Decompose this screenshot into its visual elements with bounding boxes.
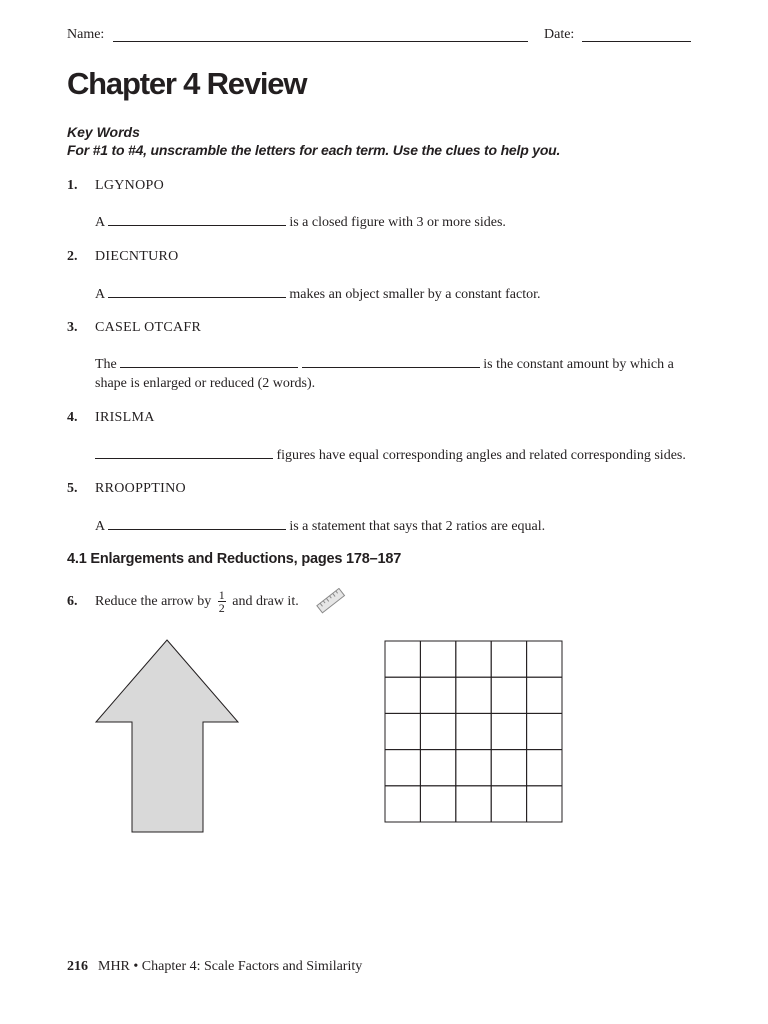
sentence-start: The (95, 357, 117, 372)
date-label: Date: (544, 27, 575, 42)
question-sentence (95, 213, 715, 232)
footer (67, 959, 362, 975)
section-heading: 4.1 Enlargements and Reductions, pages 178–187 (67, 551, 402, 567)
arrow-shape (94, 639, 240, 835)
grid-cell[interactable] (491, 677, 526, 713)
grid-cell[interactable] (491, 713, 526, 749)
question-number: 3. (67, 320, 78, 335)
footer-text: MHR • Chapter 4: Scale Factors and Similarity (98, 959, 363, 974)
scrambled-word: RROOPPTINO (95, 481, 186, 496)
scrambled-word: CASEL OTCAFR (95, 320, 202, 335)
grid-cell[interactable] (456, 677, 491, 713)
answer-blank[interactable] (108, 213, 286, 226)
sentence-start: A (95, 519, 105, 534)
question-number: 4. (67, 410, 78, 425)
sentence-end: is the constant amount by which a (483, 357, 674, 372)
key-words-heading: Key Words (67, 124, 140, 140)
grid-cell[interactable] (456, 713, 491, 749)
grid-cell[interactable] (527, 677, 562, 713)
grid-cell[interactable] (527, 641, 562, 677)
grid-cell[interactable] (456, 641, 491, 677)
grid-cell[interactable] (491, 786, 526, 822)
answer-blank-word-1[interactable] (120, 355, 298, 368)
sentence-end: is a closed figure with 3 or more sides. (289, 215, 506, 230)
sentence-end: figures have equal corresponding angles and related corresponding sides. (276, 448, 686, 463)
grid-cell[interactable] (527, 713, 562, 749)
question-number: 5. (67, 481, 78, 496)
question-sentence (95, 517, 715, 536)
question-number: 1. (67, 178, 78, 193)
sentence-start: A (95, 287, 105, 302)
sentence-continuation: shape is enlarged or reduced (2 words). (95, 376, 316, 391)
question-number: 2. (67, 249, 78, 264)
sentence-start: A (95, 215, 105, 230)
grid-cell[interactable] (420, 641, 455, 677)
grid-cell[interactable] (420, 786, 455, 822)
question-sentence (95, 355, 715, 393)
fraction-numerator: 1 (218, 588, 225, 603)
scrambled-word: DIECNTURO (95, 249, 179, 264)
name-field[interactable] (113, 41, 528, 42)
grid-cell[interactable] (420, 677, 455, 713)
fraction (218, 589, 226, 614)
grid-cell[interactable] (385, 750, 420, 786)
scrambled-word: IRISLMA (95, 410, 155, 425)
scrambled-word: LGYNOPO (95, 178, 164, 193)
fraction-denominator: 2 (218, 601, 225, 616)
drawing-grid[interactable] (384, 640, 564, 824)
sentence-end: makes an object smaller by a constant factor. (289, 287, 541, 302)
name-label: Name: (67, 27, 105, 42)
grid-lines (385, 641, 562, 822)
grid-cell[interactable] (385, 786, 420, 822)
grid-cell[interactable] (420, 750, 455, 786)
grid-cell[interactable] (491, 750, 526, 786)
page-number: 216 (67, 959, 88, 974)
grid-cell[interactable] (527, 786, 562, 822)
grid-cell[interactable] (456, 786, 491, 822)
prompt-end: and draw it. (232, 594, 299, 609)
question-sentence (95, 285, 715, 304)
answer-blank-word-2[interactable] (302, 355, 480, 368)
question-number: 6. (67, 594, 78, 609)
grid-cell[interactable] (385, 713, 420, 749)
grid-cell[interactable] (385, 677, 420, 713)
grid-cell[interactable] (491, 641, 526, 677)
page-title: Chapter 4 Review (67, 66, 307, 101)
key-words-instruction: For #1 to #4, unscramble the letters for each term. Use the clues to help you. (67, 142, 561, 158)
sentence-end: is a statement that says that 2 ratios are equal. (289, 519, 546, 534)
grid-cell[interactable] (456, 750, 491, 786)
answer-blank[interactable] (108, 285, 286, 298)
grid-cell[interactable] (385, 641, 420, 677)
grid-cell[interactable] (527, 750, 562, 786)
date-field[interactable] (582, 41, 691, 42)
ruler-icon (316, 588, 346, 614)
question-6-prompt (95, 586, 299, 618)
question-sentence (95, 446, 715, 465)
up-arrow (96, 640, 238, 832)
grid-cell[interactable] (420, 713, 455, 749)
answer-blank[interactable] (108, 517, 286, 530)
prompt-start: Reduce the arrow by (95, 594, 212, 609)
answer-blank[interactable] (95, 446, 273, 459)
